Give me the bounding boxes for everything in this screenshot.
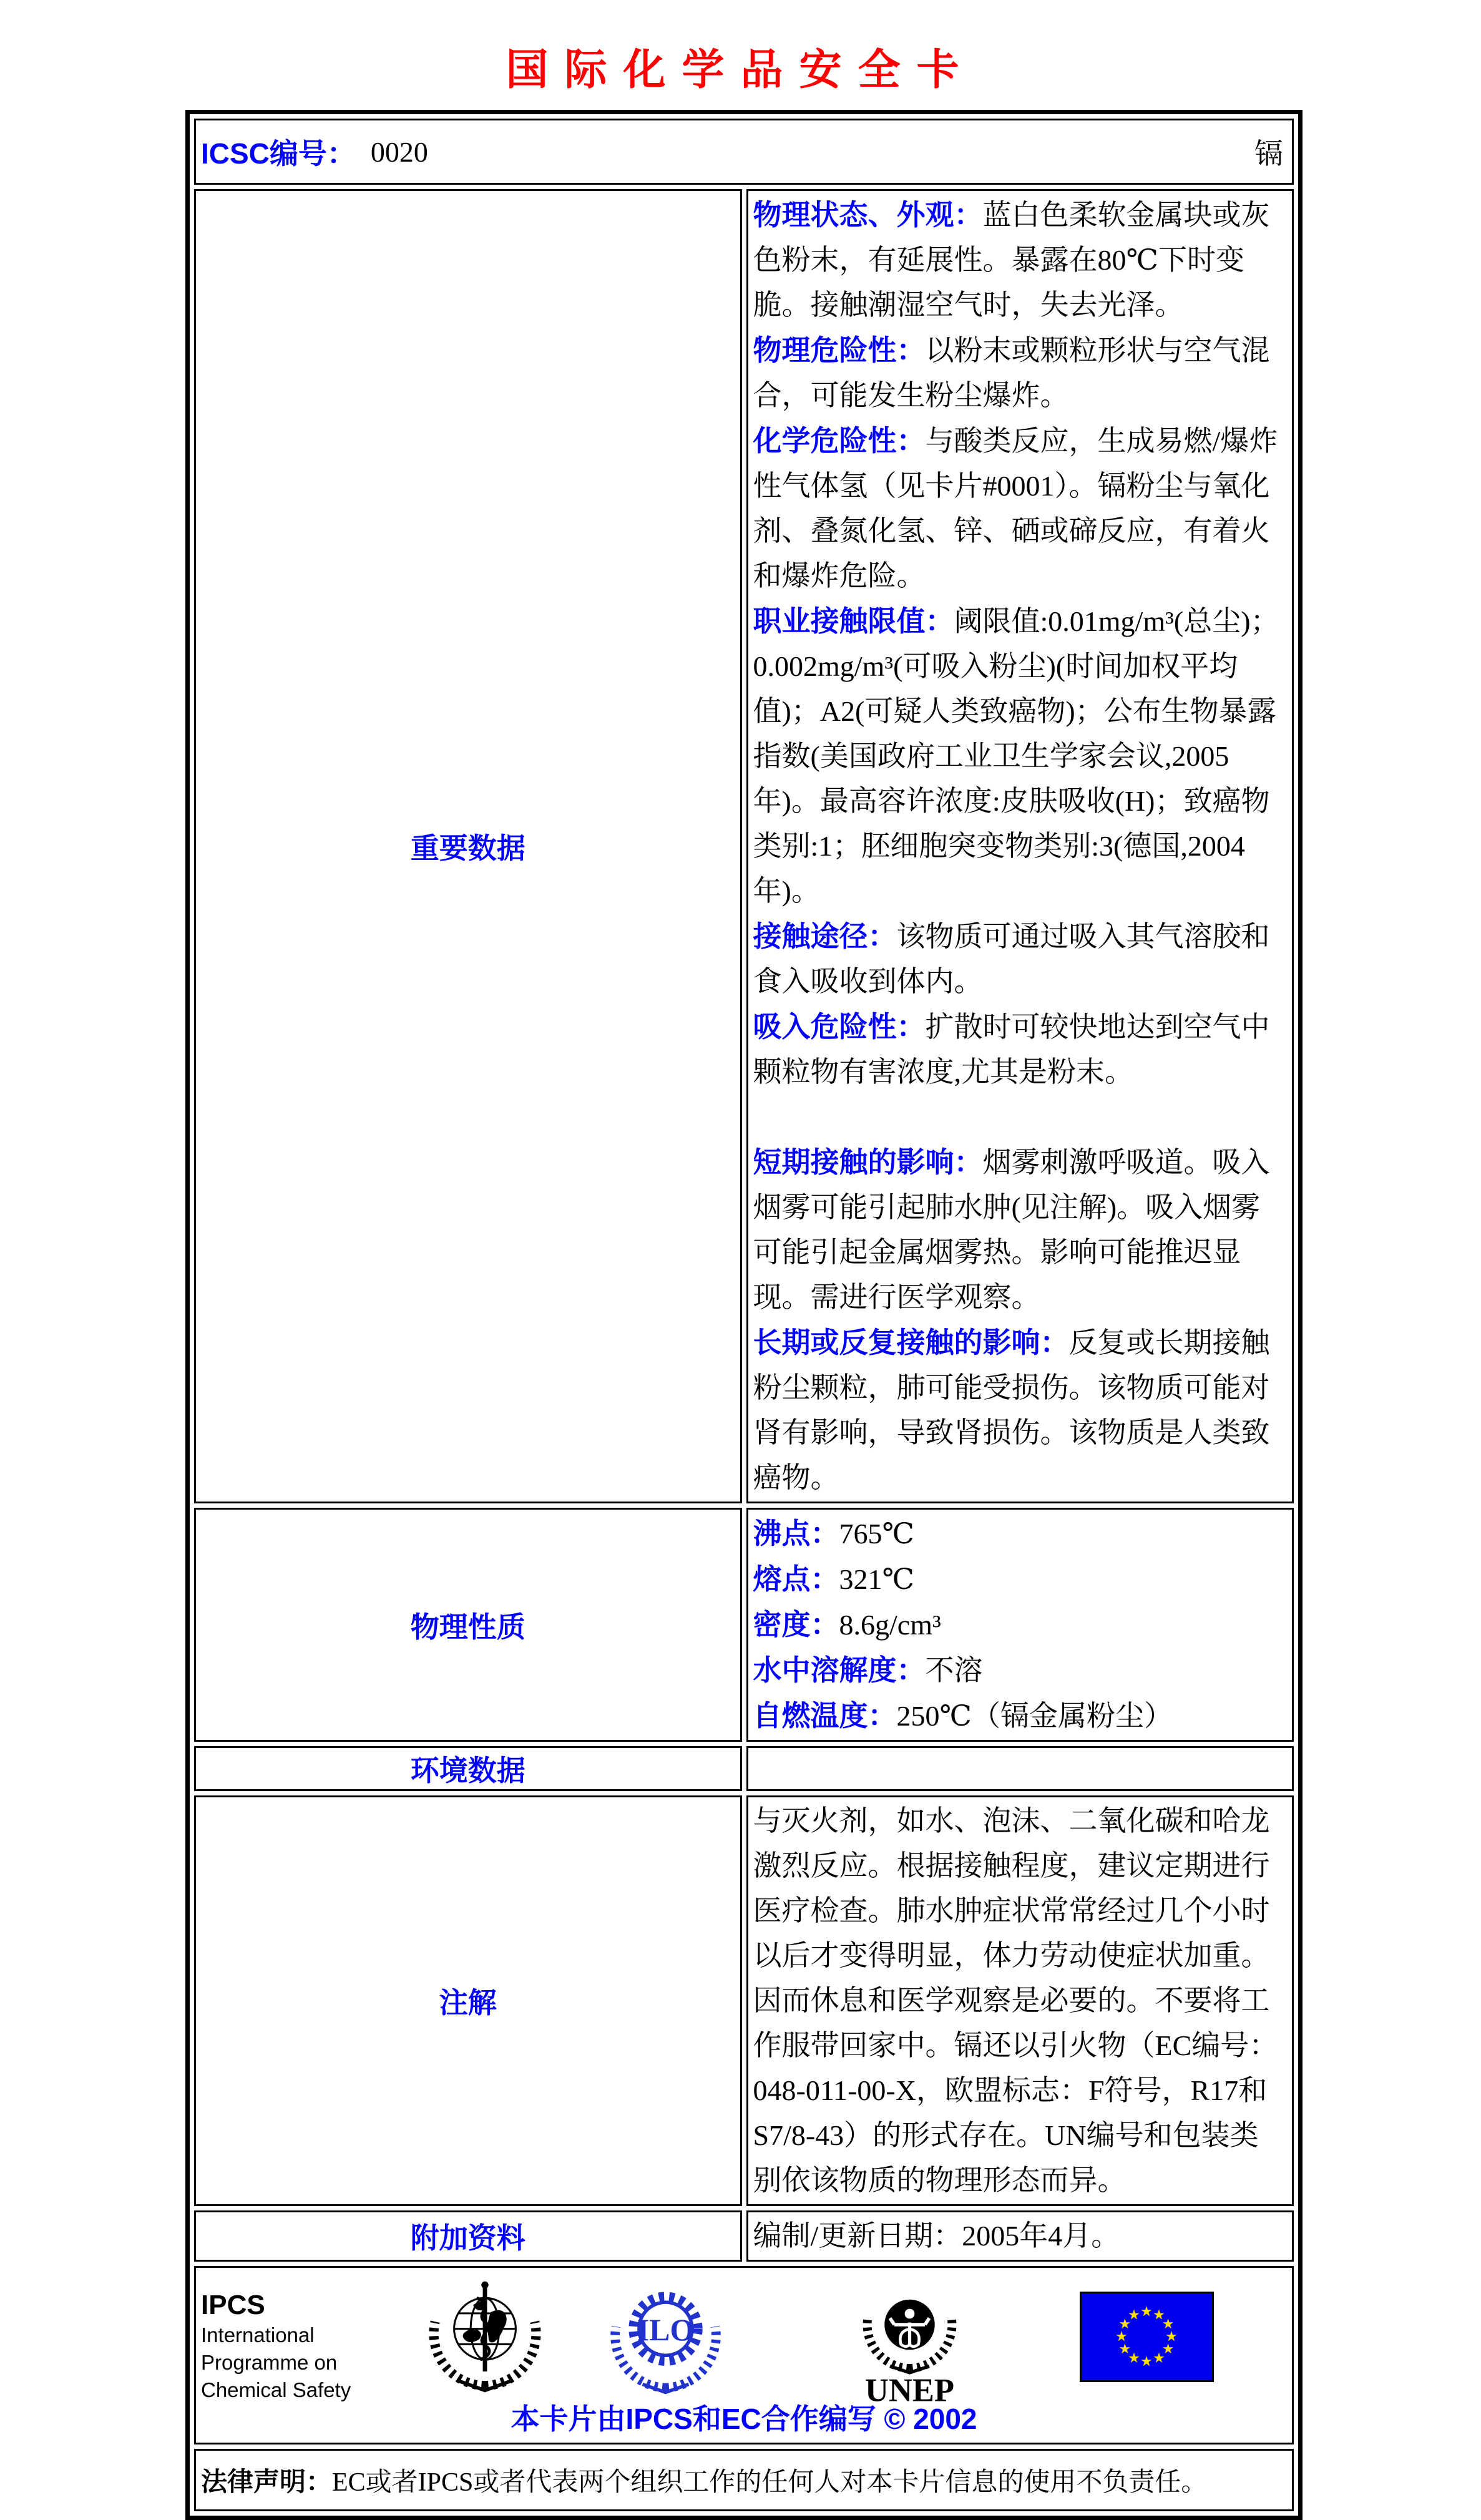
legal-notice-text: EC或者IPCS或者代表两个组织工作的任何人对本卡片信息的使用不负责任。 [332, 2468, 1208, 2497]
additional-info-content: 编制/更新日期：2005年4月。 [746, 2210, 1294, 2262]
field-text: 321℃ [839, 1563, 914, 1595]
ipcs-line: International [201, 2323, 315, 2347]
field-text: 烟雾刺激呼吸道。吸入烟雾可能引起肺水肿(见注解)。吸入烟雾可能引起金属烟雾热。影响可能推迟显现。需进行医学观察。 [753, 1146, 1270, 1313]
icsc-number-row [194, 119, 1294, 185]
cooperation-caption: 本卡片由IPCS和EC合作编写 © 2002 [511, 2403, 977, 2435]
row-label-important-data: 重要数据 [194, 189, 742, 1503]
field-label: 密度： [753, 1608, 839, 1641]
legal-notice-label: 法律声明： [201, 2467, 333, 2496]
field-text: 扩散时可较快地达到空气中颗粒物有害浓度,尤其是粉末。 [753, 1011, 1270, 1088]
ipcs-line: Programme on [201, 2351, 338, 2374]
important-data-item [753, 914, 1288, 1004]
ipcs-acronym: IPCS [201, 2290, 265, 2320]
field-text: 反复或长期接触粉尘颗粒，肺可能受损伤。该物质可能对肾有影响，导致肾损伤。该物质是人类致癌物。 [753, 1327, 1270, 1493]
important-data-item [753, 418, 1288, 598]
field-text: 765℃ [839, 1518, 914, 1550]
legal-notice-row [194, 2449, 1294, 2511]
physical-property-item [753, 1602, 1288, 1648]
field-text: 以粉末或颗粒形状与空气混合，可能发生粉尘爆炸。 [753, 335, 1270, 411]
important-data-item [753, 192, 1288, 328]
row-label-additional-info: 附加资料 [194, 2210, 742, 2262]
logos-row [194, 2266, 1294, 2444]
field-label: 吸入危险性： [753, 1010, 926, 1043]
row-label-physical-properties: 物理性质 [194, 1508, 742, 1742]
physical-property-item [753, 1693, 1288, 1739]
field-label: 熔点： [753, 1563, 839, 1595]
field-text: 不溶 [925, 1654, 983, 1686]
physical-properties-content [746, 1508, 1294, 1742]
row-label-environmental-data: 环境数据 [194, 1746, 742, 1791]
substance-name: 镉 [1254, 138, 1283, 170]
important-data-item [753, 1140, 1288, 1320]
field-label: 自燃温度： [753, 1699, 897, 1732]
field-text: 250℃（镉金属粉尘） [896, 1700, 1173, 1732]
field-label: 接触途径： [753, 920, 897, 952]
icsc-number-label: ICSC编号： [201, 137, 356, 170]
field-text: 蓝白色柔软金属块或灰色粉末，有延展性。暴露在80℃下时变脆。接触潮湿空气时，失去光泽。 [753, 199, 1270, 321]
important-data-item [753, 598, 1288, 914]
field-label: 沸点： [753, 1517, 839, 1550]
field-label: 化学危险性： [753, 424, 926, 457]
notes-content: 与灭火剂，如水、泡沫、二氧化碳和哈龙激烈反应。根据接触程度，建议定期进行医疗检查。肺水肿症状常常经过几个小时以后才变得明显，体力劳动使症状加重。因而休息和医学观察是必要的。不要将工作服带回家中。镉还以引火物（EC编号：048-011-00-X，欧盟标志：F符号，R17和S7/8-43）的形式存在。UN编号和包装类别依该物质的物理形态而异。 [746, 1795, 1294, 2206]
field-text: 与酸类反应，生成易燃/爆炸性气体氢（见卡片#0001）。镉粉尘与氧化剂、叠氮化氢、锌、硒或碲反应，有着火和爆炸危险。 [753, 425, 1278, 592]
important-data-content [746, 189, 1294, 1503]
physical-property-item [753, 1511, 1288, 1556]
field-label: 水中溶解度： [753, 1654, 926, 1686]
row-label-notes: 注解 [194, 1795, 742, 2206]
field-label: 长期或反复接触的影响： [753, 1326, 1069, 1359]
important-data-item [753, 328, 1288, 418]
ilo-letters: ILO [637, 2312, 695, 2348]
ipcs-line: Chemical Safety [201, 2378, 351, 2401]
page-title: 国际化学品安全卡 [506, 46, 975, 94]
field-text: 阈限值:0.01mg/m³(总尘)；0.002mg/m³(可吸入粉尘)(时间加权平均值)；A2(可疑人类致癌物)；公布生物暴露指数(美国政府工业卫生学家会议,2005年)。最高容许浓度:皮肤吸收(H)；致癌物类别:1；胚细胞突变物类别:3(德国,2004年)。 [753, 605, 1279, 907]
icsc-number-value: 0020 [370, 135, 428, 168]
field-text: 8.6g/cm³ [839, 1609, 941, 1641]
who-logo-icon [426, 2277, 544, 2395]
important-data-item [753, 1004, 1288, 1095]
important-data-item [753, 1320, 1288, 1500]
environmental-data-content [746, 1746, 1294, 1791]
physical-property-item [753, 1648, 1288, 1693]
eu-flag-icon [1080, 2292, 1214, 2382]
ilo-logo-icon [608, 2280, 723, 2396]
field-text: 该物质可通过吸入其气溶胶和食入吸收到体内。 [753, 921, 1270, 997]
safety-card-table [185, 110, 1303, 2520]
field-label: 职业接触限值： [753, 605, 954, 637]
field-label: 短期接触的影响： [753, 1146, 983, 1178]
ipcs-text-block [201, 2289, 351, 2404]
unep-logo-icon [855, 2277, 964, 2408]
field-label: 物理危险性： [753, 334, 926, 366]
field-label: 物理状态、外观： [753, 198, 983, 231]
physical-property-item [753, 1556, 1288, 1602]
unep-letters: UNEP [865, 2372, 954, 2408]
